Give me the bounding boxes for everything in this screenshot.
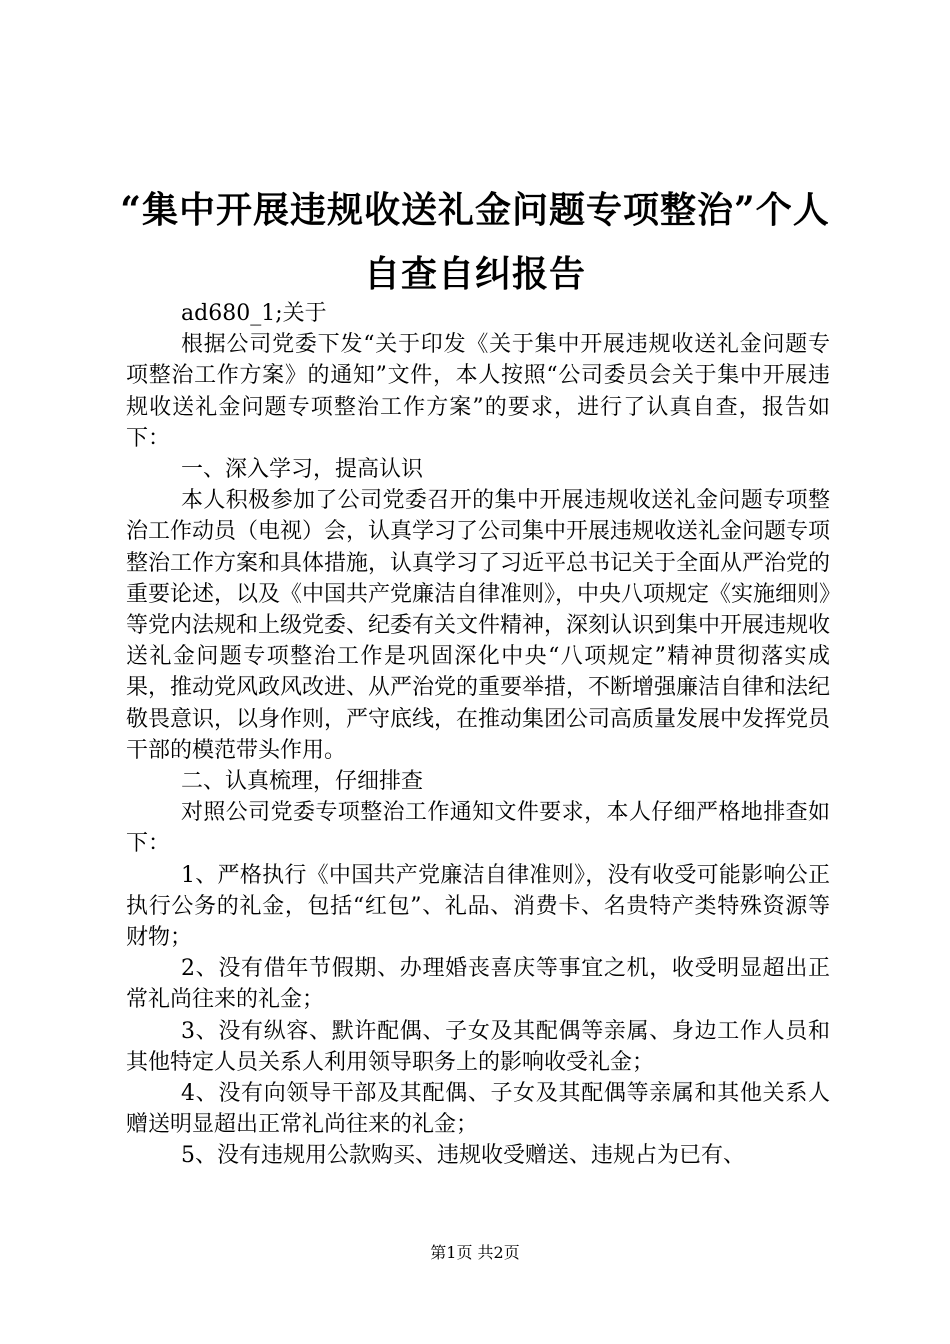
paragraph-3: 对照公司党委专项整治工作通知文件要求，本人仔细严格地排查如下： [126, 800, 830, 857]
list-item-3: 3、没有纵容、默许配偶、子女及其配偶等亲属、身边工作人员和其他特定人员关系人利用领导职务上的影响收受礼金； [126, 1018, 830, 1075]
list-item-5: 5、没有违规用公款购买、违规收受赠送、违规占为已有、 [181, 1143, 745, 1169]
section-heading-1: 一、深入学习，提高认识 [181, 457, 424, 483]
page-number-footer: 第1页 共2页 [430, 1243, 520, 1262]
list-item-1: 1、严格执行《中国共产党廉洁自律准则》，没有收受可能影响公正执行公务的礼金，包括“红包”、礼品、消费卡、名贵特产类特殊资源等财物； [126, 862, 830, 951]
title-line-2: 自查自纠报告 [363, 253, 586, 295]
title-line-1: “集中开展违规收送礼金问题专项整治”个人 [120, 189, 830, 231]
paragraph-1: 根据公司党委下发“关于印发《关于集中开展违规收送礼金问题专项整治工作方案》的通知”文件，本人按照“公司委员会关于集中开展违规收送礼金问题专项整治工作方案”的要求，进行了认真自查，报告如下： [126, 332, 830, 451]
list-item-2: 2、没有借年节假期、办理婚丧喜庆等事宜之机，收受明显超出正常礼尚往来的礼金； [126, 956, 830, 1013]
document-title [100, 178, 850, 306]
list-item-4: 4、没有向领导干部及其配偶、子女及其配偶等亲属和其他关系人赠送明显超出正常礼尚往来的礼金； [126, 1081, 830, 1138]
intro-line: ad680_1;关于 [181, 301, 327, 326]
section-heading-2: 二、认真梳理，仔细排查 [181, 769, 424, 795]
paragraph-2: 本人积极参加了公司党委召开的集中开展违规收送礼金问题专项整治工作动员（电视）会，认真学习了公司集中开展违规收送礼金问题专项整治工作方案和具体措施，认真学习了习近平总书记关于全面从严治党的重要论述，以及《中国共产党廉洁自律准则》，中央八项规定《实施细则》等党内法规和上级党委、纪委有关文件精神，深刻认识到集中开展违规收送礼金问题专项整治工作是巩固深化中央“八项规定”精神贯彻落实成果，推动党风政风改进、从严治党的重要举措，不断增强廉洁自律和法纪敬畏意识，以身作则，严守底线，在推动集团公司高质量发展中发挥党员干部的模范带头作用。 [126, 488, 831, 763]
document-body [126, 298, 830, 1172]
